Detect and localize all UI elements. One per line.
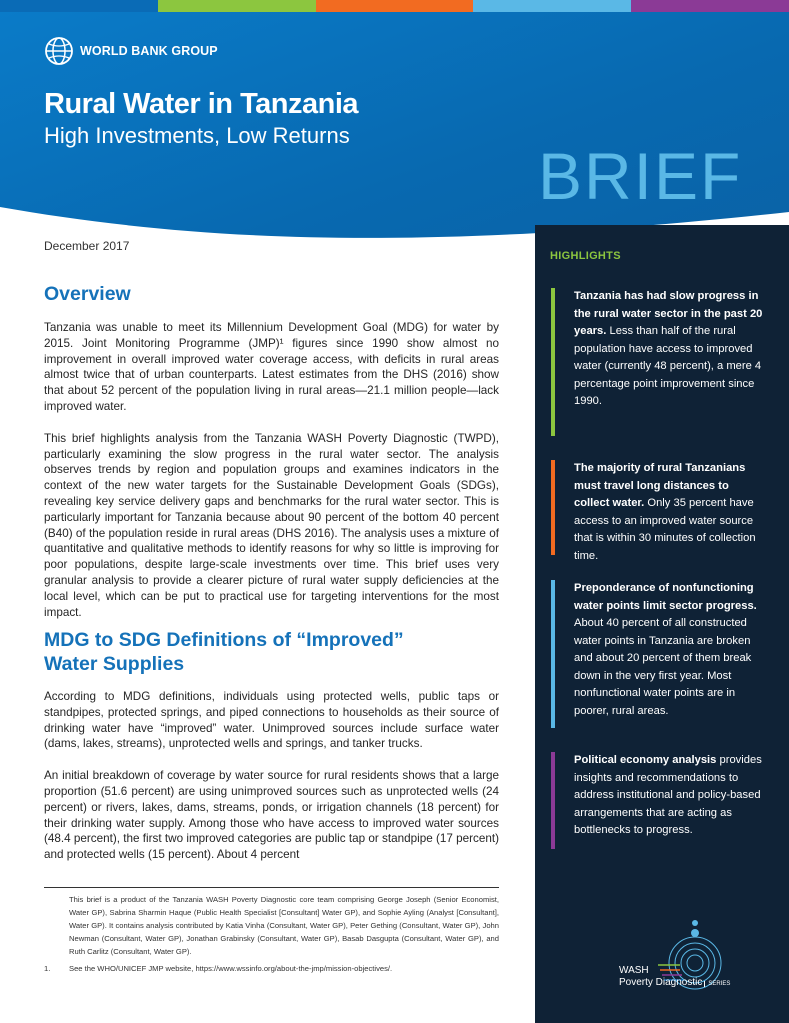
globe-icon: [44, 36, 74, 66]
highlight-text: About 40 percent of all constructed water points in Tanzania are broken and about 20 percent of them break down in the very first year. Most nonfunctional water points are in poorer, rural areas.: [574, 617, 752, 717]
highlight-bold: Tanzania has had slow progress in the rural water sector in the past 20 years.: [574, 290, 763, 337]
highlight-text: Only 35 percent have access to an improved water source that is within 30 minutes of collection time.: [574, 497, 756, 562]
section-heading-mdg-sdg: [44, 628, 404, 676]
page-title: Rural Water in Tanzania: [44, 88, 358, 120]
highlight-text: Less than half of the rural population have access to improved water (currently 48 percent), a mere 4 percentage point improvement since 1990.: [574, 325, 762, 407]
highlight-item: [551, 288, 764, 411]
section-heading-overview: Overview: [44, 283, 131, 305]
paragraph: Tanzania was unable to meet its Millennium Development Goal (MDG) for water by 2015. Joint Monitoring Programme (JMP)¹ figures since 1990 show almost no improvement in overall improved water coverage access, with deficits in rural areas almost twice that of urban counterparts. Latest estimates from the DHS (2016) show that about 52 percent of the population living in rural areas—21.1 million people—lack improved water.: [44, 321, 499, 413]
highlights-sidebar: [535, 225, 789, 1023]
highlight-bar-purple: [551, 752, 555, 849]
world-bank-logo: [44, 36, 218, 66]
highlight-item: [551, 752, 764, 840]
paragraph: This brief highlights analysis from the Tanzania WASH Poverty Diagnostic (TWPD), particularly examining the slow progress in the rural water sector. The analysis observes trends by region and population groups and examines indicators in the context of the new water targets for the Sustainable Development Goals (SDGs), revealing key service delivery gaps and benchmarks for the rural water sector. This is particularly important for Tanzania because about 90 percent of the bottom 40 percent (B40) of the population reside in rural areas (DHS 2016). The analysis uses a mixture of quantitative and qualitative methods to identify reasons for why so little is improving for poor populations, despite large-scale investments over time. This brief uses very granular analysis to provide a clearer picture of rural water supply deficiencies at the local level, which can be put to practical use for targeting interventions for the most impact.: [44, 431, 499, 619]
highlight-text: provides insights and recommendations to address institutional and policy-based arrangements that are acting as bottlenecks to progress.: [574, 754, 762, 836]
highlight-item: [551, 580, 764, 720]
top-color-bar: [0, 0, 789, 12]
wash-line2: Poverty Diagnostic: [619, 977, 703, 988]
highlight-bold: The majority of rural Tanzanians must travel long distances to collect water.: [574, 462, 746, 509]
footnote: [44, 964, 392, 973]
paragraph: According to MDG definitions, individuals using protected wells, public taps or standpipes, protected springs, and piped connections to households as their source of drinking water have “improved” water. Unimproved sources include surface water (dams, lakes, streams), unprotected wells and springs, and tanker trucks.: [44, 690, 499, 751]
color-segment-blue: [0, 0, 158, 12]
footnote-number: 1.: [44, 964, 51, 973]
highlight-bar-green: [551, 288, 555, 436]
credits-note: This brief is a product of the Tanzania WASH Poverty Diagnostic core team comprising George Joseph (Senior Economist, Water GP), Sabrina Sharmin Haque (Public Health Specialist [Consultant] Water GP), and Sophie Ayling (Analyst [Consultant], Water GP). It contains analysis contributed by Katia Vinha (Consultant, Water GP), Peter Gething (Consultant, Water GP), John Newman (Consultant, Water GP), Jonathan Grabinsky (Consultant, Water GP), Basab Dasgupta (Consultant, Water GP), and Ruth Carlitz (Consultant, Water GP).: [69, 895, 499, 956]
highlight-bold: Political economy analysis: [574, 754, 717, 766]
wash-series: SERIES: [704, 981, 730, 987]
paragraph: An initial breakdown of coverage by water source for rural residents shows that a large proportion (51.6 percent) are using unimproved sources such as unprotected wells (24 percent) or rivers, lakes, dams, streams, ponds, or irrigation channels (18 percent) for their drinking water supply. Among those who have access to improved water sources (48.4 percent), the first two improved categories are public tap or standpipe (17 percent) and protected wells (15 percent). About 4 percent: [44, 769, 499, 862]
color-segment-purple: [631, 0, 789, 12]
publication-date: December 2017: [44, 239, 130, 253]
page-subtitle: High Investments, Low Returns: [44, 123, 350, 148]
org-name: WORLD BANK GROUP: [80, 44, 218, 58]
highlight-bar-orange: [551, 460, 555, 555]
mdg-body: [44, 689, 499, 863]
header-banner: [0, 12, 789, 250]
footnote-text: See the WHO/UNICEF JMP website, https://www.wssinfo.org/about-the-jmp/mission-objectives/.: [69, 964, 393, 973]
color-segment-orange: [316, 0, 474, 12]
wash-line1: WASH: [619, 965, 649, 976]
wash-logo-text: [619, 965, 730, 990]
brief-label: BRIEF: [538, 139, 743, 213]
heading-line: MDG to SDG Definitions of “Improved”: [44, 629, 404, 651]
footnote-divider: [44, 887, 499, 888]
color-segment-green: [158, 0, 316, 12]
overview-body: [44, 320, 499, 620]
highlight-bar-lightblue: [551, 580, 555, 728]
highlights-title: HIGHLIGHTS: [550, 250, 621, 262]
heading-line: Water Supplies: [44, 653, 185, 675]
highlight-bold: Preponderance of nonfunctioning water points limit sector progress.: [574, 582, 757, 612]
color-segment-lightblue: [473, 0, 631, 12]
highlight-item: [551, 460, 764, 565]
